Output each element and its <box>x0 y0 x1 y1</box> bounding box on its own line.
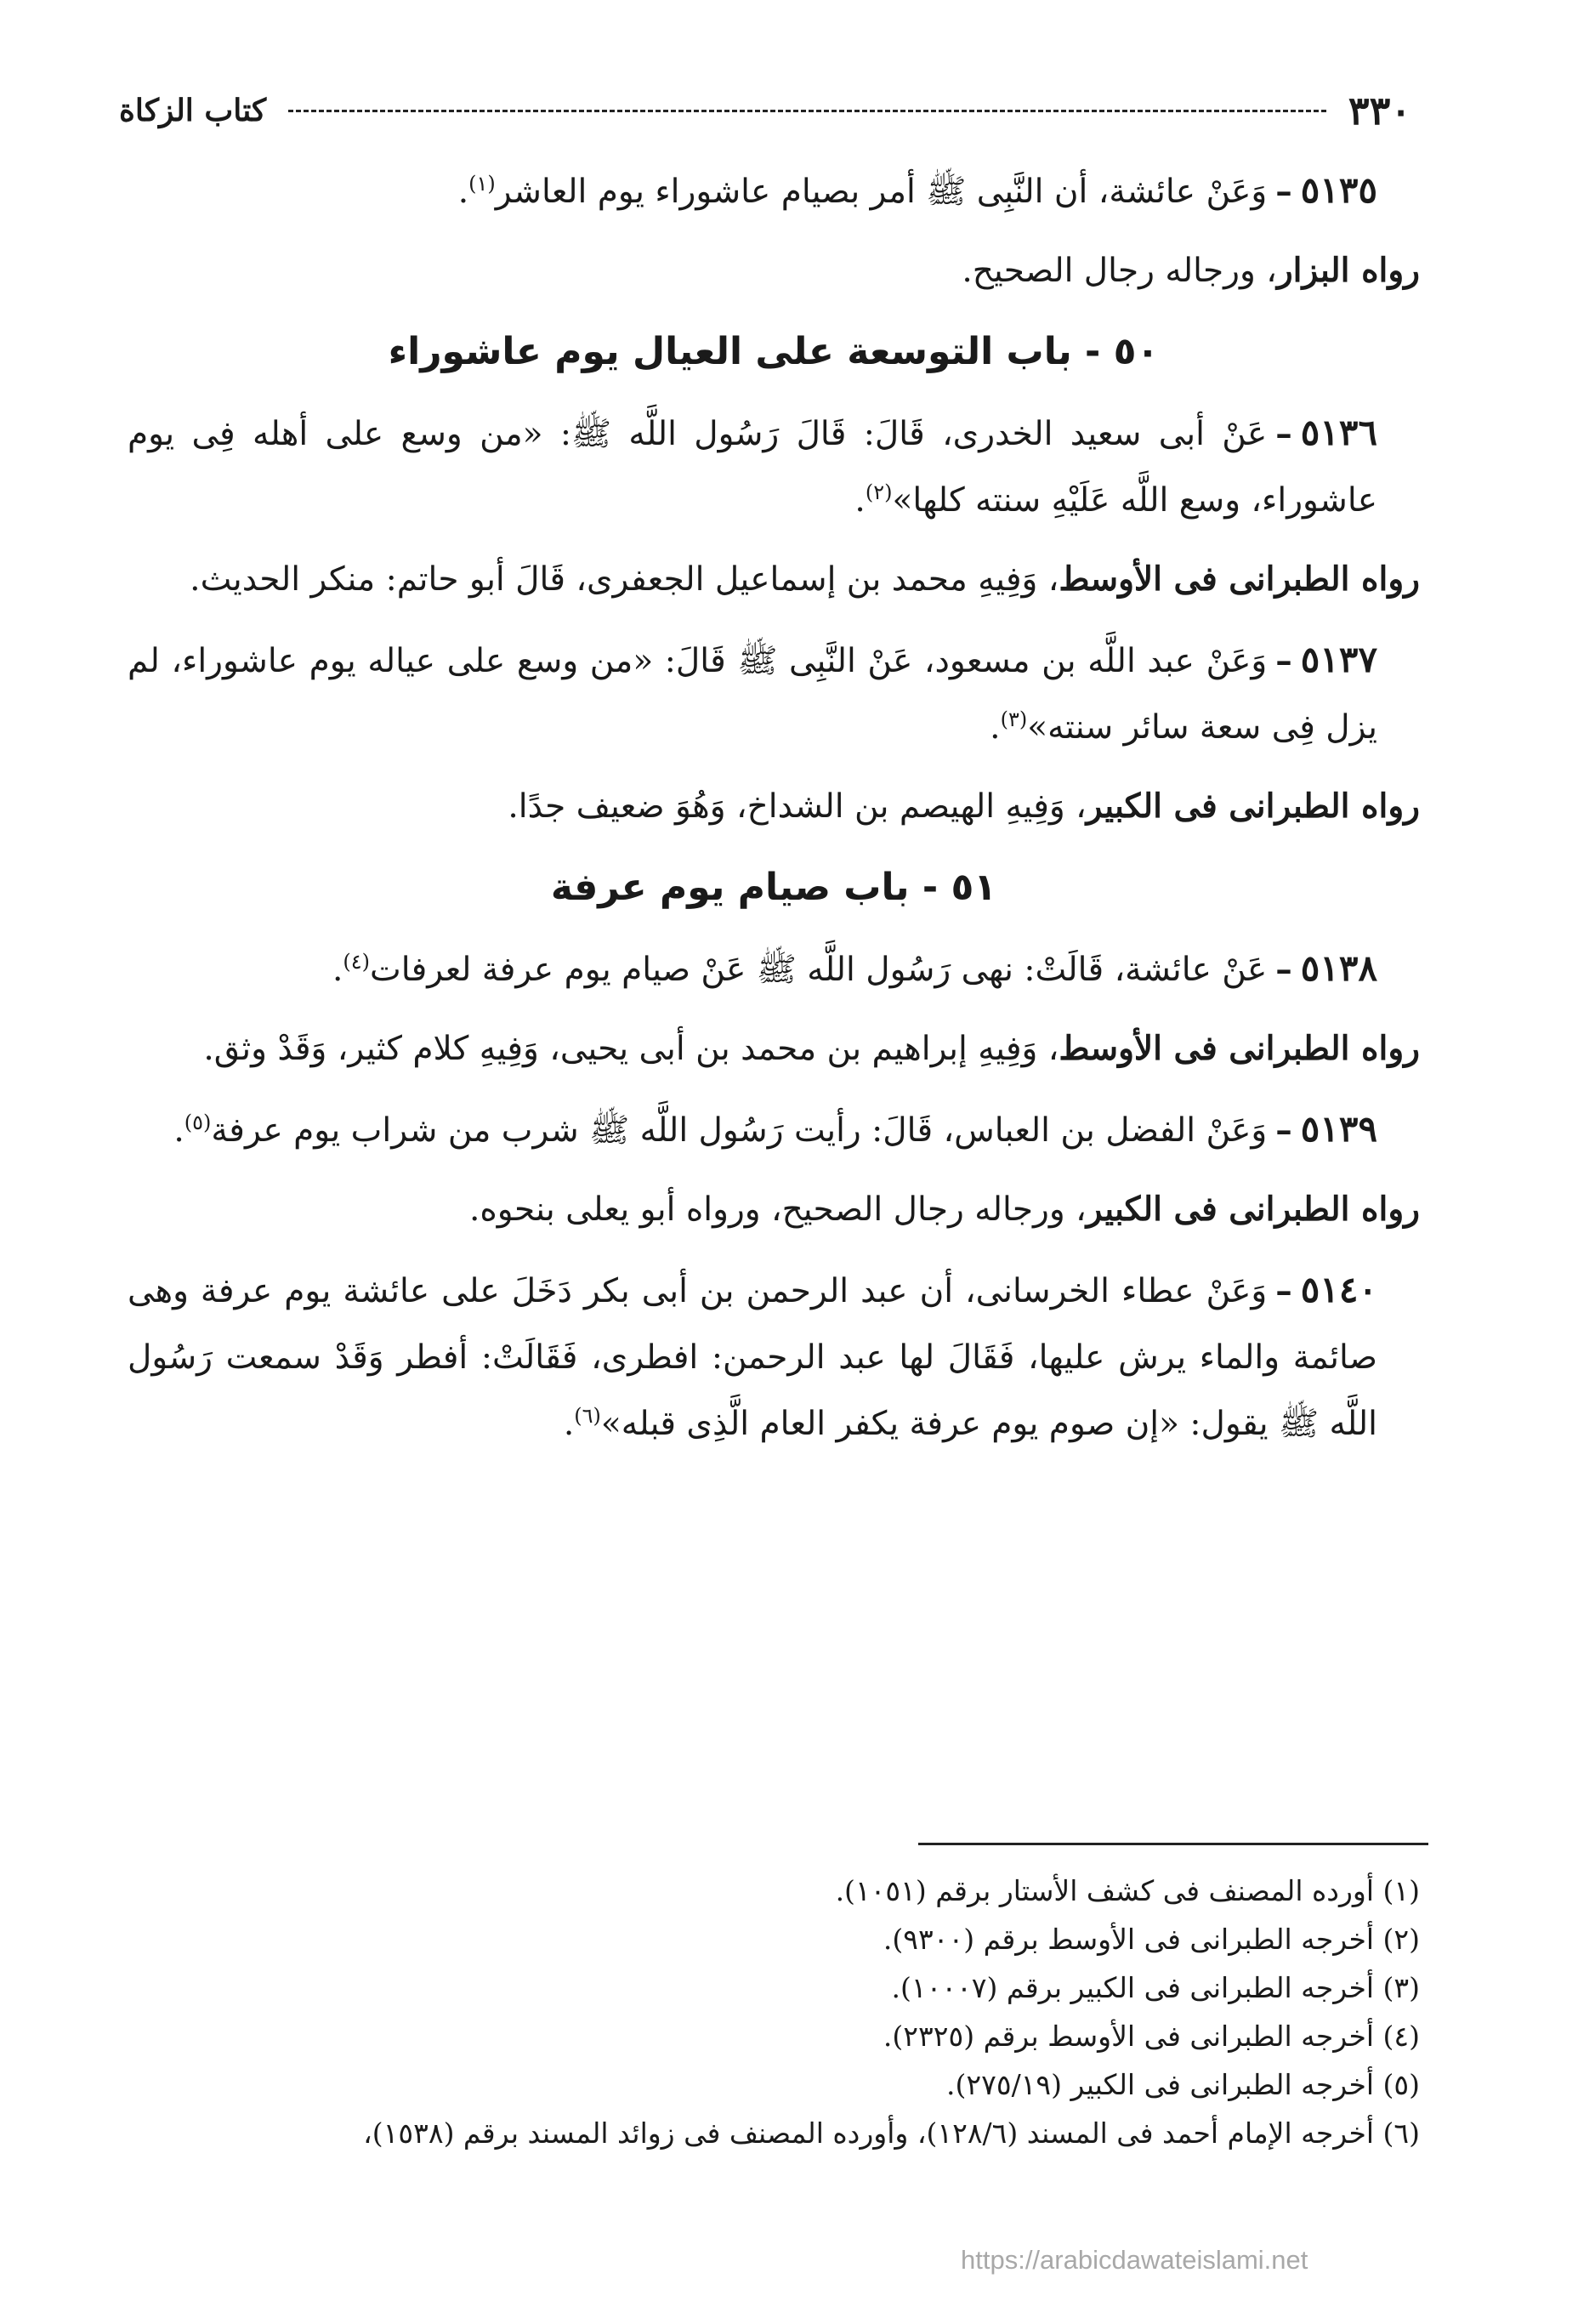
source-lead: رواه البزار <box>1276 251 1420 290</box>
book-title: كتاب الزكاة <box>119 93 267 128</box>
hadith-text: وَعَنْ عائشة، أن النَّبِى ﷺ أمر بصيام عاشوراء يوم العاشر <box>495 173 1268 211</box>
source-5136 <box>128 546 1420 613</box>
chapter-heading-50: ٥٠ - باب التوسعة على العيال يوم عاشوراء <box>388 330 1160 373</box>
chapter-heading-51: ٥١ - باب صيام يوم عرفة <box>550 866 997 909</box>
dash-separator: – <box>1275 1271 1292 1310</box>
footnote-3: (٣) أخرجه الطبرانى فى الكبير برقم (١٠٠٠٧). <box>891 1971 1420 2004</box>
hadith-5140 <box>128 1257 1420 1457</box>
footnote-marker[interactable]: (٢) <box>865 480 893 504</box>
dash-separator: – <box>1275 950 1292 989</box>
page-body <box>128 157 1420 1469</box>
hadith-5139 <box>128 1096 1420 1164</box>
hadith-5135 <box>128 157 1420 225</box>
source-5137 <box>128 773 1420 840</box>
source-lead: رواه الطبرانى فى الكبير <box>1086 1190 1420 1229</box>
hadith-end: . <box>457 173 469 211</box>
hadith-5136 <box>128 400 1420 534</box>
source-lead: رواه الطبرانى فى الكبير <box>1086 787 1420 826</box>
source-rest: ، وَفِيهِ محمد بن إسماعيل الجعفرى، قَالَ أبو حاتم: منكر الحديث. <box>190 560 1059 599</box>
hadith-number: ٥١٣٦ <box>1300 412 1377 453</box>
footnote-marker[interactable]: (٤) <box>343 950 370 974</box>
header-dashed-rule <box>288 110 1326 112</box>
hadith-number: ٥١٣٨ <box>1300 947 1377 989</box>
footnote-1: (١) أورده المصنف فى كشف الأستار برقم (١٠٥١). <box>835 1874 1420 1907</box>
hadith-text: عَنْ أبى سعيد الخدرى، قَالَ: قَالَ رَسُول اللَّه ﷺ: «من وسع على أهله فِى يوم عاشوراء، وسع اللَّه عَلَيْهِ سنته كلها» <box>128 415 1377 520</box>
hadith-end: . <box>332 951 343 989</box>
source-rest: ، ورجاله رجال الصحيح، ورواه أبو يعلى بنحوه. <box>468 1190 1087 1229</box>
source-lead: رواه الطبرانى فى الأوسط <box>1059 560 1420 599</box>
footnote-marker[interactable]: (٣) <box>1000 707 1028 731</box>
hadith-end: . <box>173 1111 184 1150</box>
page-header <box>119 81 1411 140</box>
hadith-end: . <box>854 481 866 520</box>
source-rest: ، وَفِيهِ الهيصم بن الشداخ، وَهُوَ ضعيف جدًا. <box>508 787 1087 826</box>
dash-separator: – <box>1275 1111 1292 1150</box>
source-5139 <box>128 1176 1420 1243</box>
hadith-text: وَعَنْ عبد اللَّه بن مسعود، عَنْ النَّبِى ﷺ قَالَ: «من وسع على عياله يوم عاشوراء، لم يزل فِى سعة سائر سنته» <box>128 642 1377 747</box>
hadith-number: ٥١٣٧ <box>1300 639 1377 680</box>
hadith-end: . <box>990 708 1001 747</box>
page-number: ٣٣٠ <box>1348 88 1411 134</box>
footnote-marker[interactable]: (٥) <box>184 1111 212 1134</box>
hadith-number: ٥١٣٥ <box>1300 169 1377 211</box>
hadith-5138 <box>128 935 1420 1003</box>
dash-separator: – <box>1275 641 1292 680</box>
hadith-text: عَنْ عائشة، قَالَتْ: نهى رَسُول اللَّه ﷺ عَنْ صيام يوم عرفة لعرفات <box>369 951 1268 989</box>
dash-separator: – <box>1275 414 1292 453</box>
footnotes <box>128 1867 1420 2157</box>
footnote-2: (٢) أخرجه الطبرانى فى الأوسط برقم (٩٣٠٠). <box>883 1923 1420 1956</box>
source-rest: ، ورجاله رجال الصحيح. <box>962 252 1277 290</box>
footnote-divider <box>918 1843 1428 1845</box>
watermark-url: https://arabicdawateislami.net <box>961 2245 1308 2275</box>
footnote-4: (٤) أخرجه الطبرانى فى الأوسط برقم (٢٣٢٥). <box>883 2020 1420 2053</box>
dash-separator: – <box>1275 172 1292 211</box>
hadith-5137 <box>128 627 1420 761</box>
footnote-5: (٥) أخرجه الطبرانى فى الكبير (٢٧٥/١٩). <box>946 2068 1420 2101</box>
hadith-end: . <box>563 1405 575 1443</box>
footnote-6: (٦) أخرجه الإمام أحمد فى المسند (١٢٨/٦)، وأورده المصنف فى زوائد المسند برقم (١٥٣٨)، <box>363 2117 1420 2150</box>
hadith-number: ٥١٣٩ <box>1300 1108 1377 1150</box>
hadith-number: ٥١٤٠ <box>1300 1269 1377 1310</box>
footnote-marker[interactable]: (٦) <box>574 1404 601 1428</box>
source-5138 <box>128 1015 1420 1082</box>
source-5135 <box>128 237 1420 304</box>
hadith-text: وَعَنْ عطاء الخرسانى، أن عبد الرحمن بن أبى بكر دَخَلَ على عائشة يوم عرفة وهى صائمة والماء يرش عليها، فَقَالَ لها عبد الرحمن: افطرى، فَقَالَتْ: أفطر وَقَدْ سمعت رَسُول اللَّه ﷺ يقول: «إن صوم يوم عرفة يكفر العام الَّذِى قبله» <box>128 1272 1377 1443</box>
footnote-marker[interactable]: (١) <box>468 172 496 196</box>
hadith-text: وَعَنْ الفضل بن العباس، قَالَ: رأيت رَسُول اللَّه ﷺ شرب من شراب يوم عرفة <box>211 1111 1268 1150</box>
source-lead: رواه الطبرانى فى الأوسط <box>1059 1029 1420 1068</box>
source-rest: ، وَفِيهِ إبراهيم بن محمد بن أبى يحيى، وَفِيهِ كلام كثير، وَقَدْ وثق. <box>203 1030 1059 1068</box>
